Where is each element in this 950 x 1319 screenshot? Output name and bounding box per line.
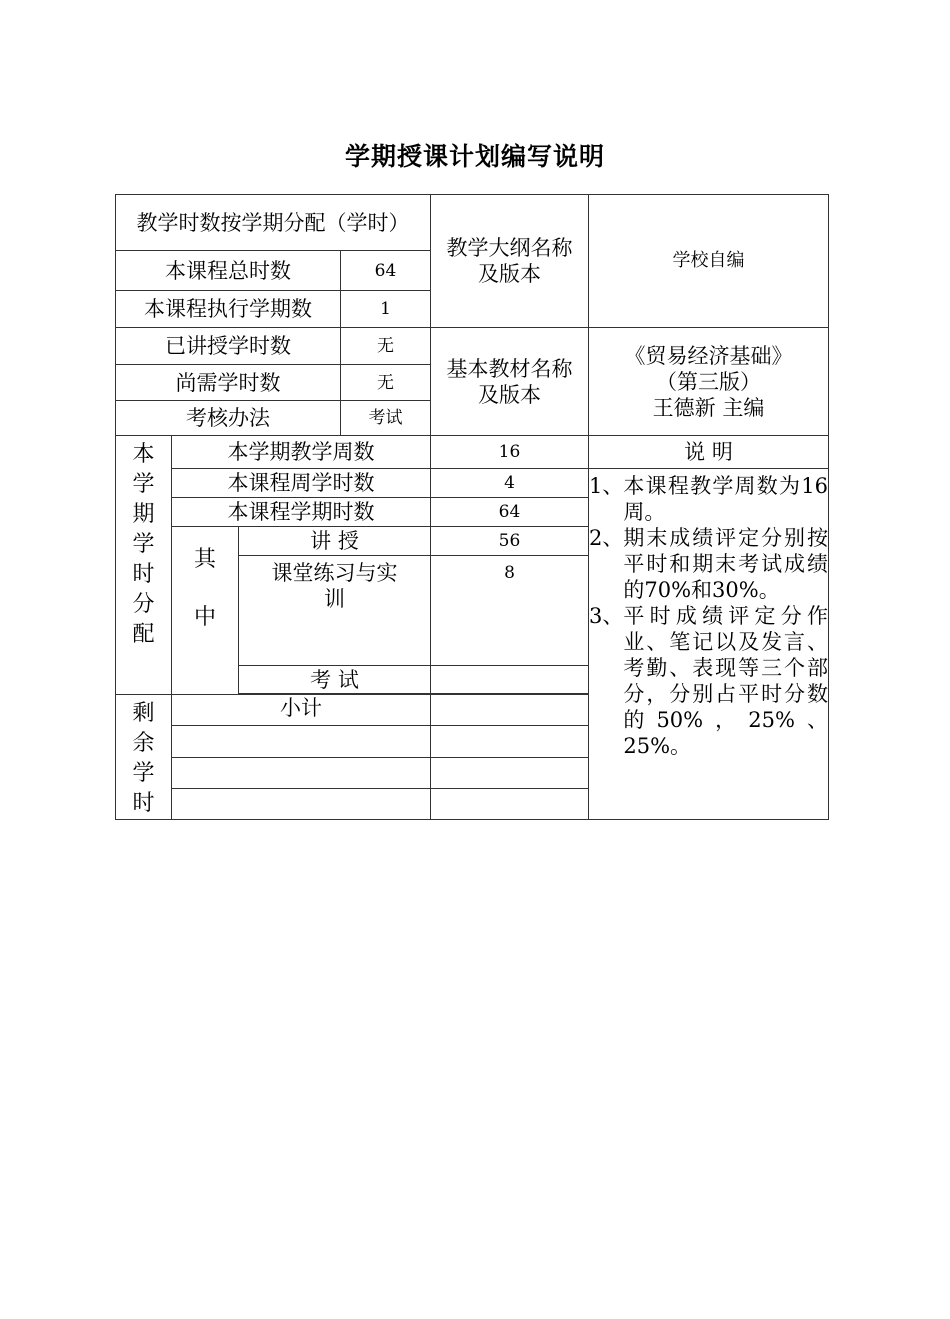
syllabus-value: 学校自编 bbox=[589, 195, 829, 328]
weeks-label: 本学期教学周数 bbox=[172, 436, 431, 469]
term-hours-label: 本课程学期时数 bbox=[172, 498, 431, 527]
page-title: 学期授课计划编写说明 bbox=[344, 142, 605, 171]
remaining-row-label bbox=[172, 788, 431, 819]
note-item bbox=[589, 525, 828, 603]
total-hours-label: 本课程总时数 bbox=[116, 251, 341, 291]
remaining-row-value bbox=[431, 757, 589, 788]
remaining-row-label bbox=[172, 726, 431, 757]
note-item bbox=[589, 603, 828, 759]
note-number: 2、 bbox=[589, 526, 624, 550]
textbook-label: 基本教材名称及版本 bbox=[431, 328, 589, 436]
allocation-side-label bbox=[116, 436, 172, 695]
assessment-value: 考试 bbox=[341, 401, 431, 436]
remaining-row-value bbox=[431, 788, 589, 819]
taught-hours-value: 无 bbox=[341, 328, 431, 365]
notes-body bbox=[589, 469, 829, 820]
note-text: 平时成绩评定分作业、笔记以及发言、考勤、表现等三个部分，分别占平时分数的50%，25%、25%。 bbox=[623, 604, 828, 758]
note-text: 期末成绩评定分别按平时和期末考试成绩的70%和30%。 bbox=[623, 526, 828, 602]
taught-hours-label: 已讲授学时数 bbox=[116, 328, 341, 365]
lecture-label: 讲 授 bbox=[239, 527, 431, 556]
weekly-hours-label: 本课程周学时数 bbox=[172, 469, 431, 498]
lecture-value: 56 bbox=[431, 527, 589, 556]
among-label bbox=[172, 527, 239, 695]
textbook-line: （第三版） bbox=[656, 369, 761, 394]
note-number: 1、 bbox=[589, 474, 624, 498]
weekly-hours-value: 4 bbox=[431, 469, 589, 498]
textbook-line: 王德新 主编 bbox=[652, 395, 765, 420]
assessment-label: 考核办法 bbox=[116, 401, 341, 436]
note-item bbox=[589, 473, 828, 525]
practice-label bbox=[239, 556, 431, 666]
notes-heading: 说 明 bbox=[589, 436, 829, 469]
practice-value: 8 bbox=[431, 556, 589, 666]
note-text: 本课程教学周数为16周。 bbox=[623, 474, 828, 524]
practice-text: 课堂练习与实 训 bbox=[271, 561, 398, 611]
allocation-side-text: 本学期学时分配 bbox=[132, 442, 155, 647]
subtotal-label: 小计 bbox=[172, 695, 431, 726]
among-text: 其中 bbox=[193, 547, 216, 630]
remaining-row-value bbox=[431, 726, 589, 757]
needed-hours-value: 无 bbox=[341, 365, 431, 401]
remaining-row-label bbox=[172, 757, 431, 788]
exam-label: 考 试 bbox=[239, 666, 431, 694]
textbook-line: 《贸易经济基础》 bbox=[624, 343, 793, 368]
terms-value: 1 bbox=[341, 291, 431, 328]
note-number: 3、 bbox=[589, 604, 624, 628]
remaining-side-label bbox=[116, 695, 172, 820]
textbook-value bbox=[589, 328, 829, 436]
syllabus-label: 教学大纲名称及版本 bbox=[431, 195, 589, 328]
needed-hours-label: 尚需学时数 bbox=[116, 365, 341, 401]
teaching-plan-table bbox=[115, 194, 829, 820]
exam-value bbox=[431, 666, 589, 694]
terms-label: 本课程执行学期数 bbox=[116, 291, 341, 328]
remaining-side-text: 剩余学时 bbox=[132, 701, 155, 816]
total-hours-value: 64 bbox=[341, 251, 431, 291]
weeks-value: 16 bbox=[431, 436, 589, 469]
hours-by-term-label: 教学时数按学期分配（学时） bbox=[116, 195, 431, 251]
term-hours-value: 64 bbox=[431, 498, 589, 527]
subtotal-value bbox=[431, 695, 589, 726]
